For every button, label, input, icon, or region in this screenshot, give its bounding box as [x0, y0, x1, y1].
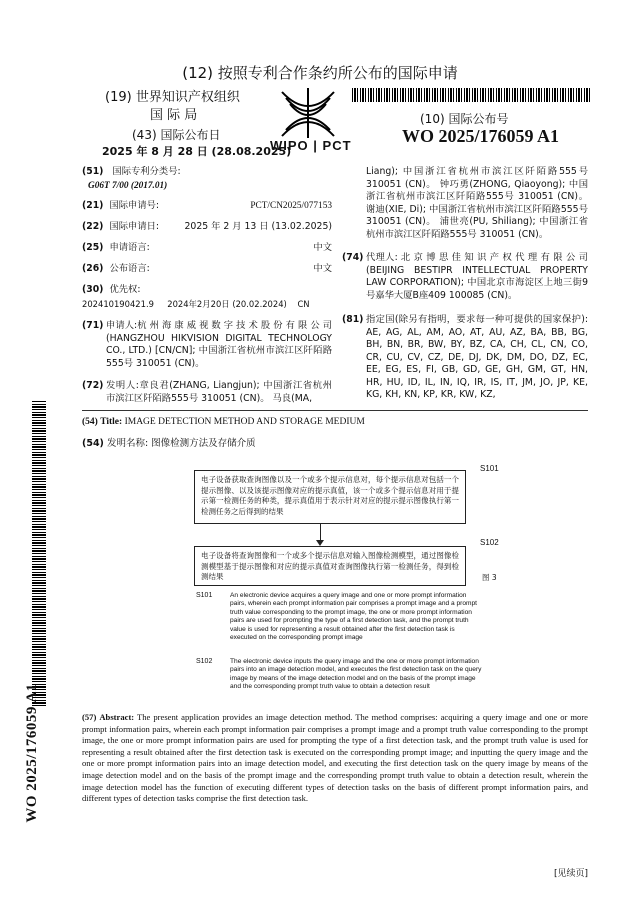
step-label-s101: S101 [480, 464, 499, 473]
field-74: (74) 代理人: 北 京 博 思 佳 知 识 产 权 代 理 有 限 公 司 (BEIJING BESTIPR INTELLECTUAL PROPERTY LAW CORPORATION); 中国北京市海淀区上地三街9号嘉华大厦B座409 100085 (CN)。 [342, 252, 588, 301]
field-22: (22) 国际申请日: 2025 年 2 月 13 日 (13.02.2025) [82, 221, 332, 232]
side-publication-number: WO 2025/176059 A1 [24, 683, 40, 823]
s101-en-label: S101 [196, 592, 213, 599]
ipc-value: G06T 7/00 (2017.01) [88, 181, 168, 191]
s102-en-text: The electronic device inputs the query image and the one or more prompt information pairs into an image detection model, and executes the first detection task on the query image by means of the image detection model and on the basis of the prompt image and the corresponding prompt truth value to obtain a detection result [230, 658, 482, 691]
bibliographic-left-column [82, 166, 332, 405]
step-label-s102: S102 [480, 538, 499, 547]
document-title: (12) 按照专利合作条约所公布的国际申请 [182, 64, 458, 82]
title-chinese: (54) 发明名称: 图像检测方法及存储介质 [82, 438, 256, 449]
organization-name: (19) 世界知识产权组织 [105, 90, 240, 105]
wipo-pct-logo-text: WIPO | PCT [270, 138, 352, 153]
inventors-continued: Liang); 中国浙江省杭州市滨江区阡陌路555号 310051 (CN)。 钟巧勇(ZHONG, Qiaoyong); 中国浙江省杭州市滨江区阡陌路555号 310051 (CN)。 谢迪(XIE, Di); 中国浙江省杭州市滨江区阡陌路555号 310051 (CN)。 浦世亮(PU, Shiliang); 中国浙江省杭州市滨江区阡陌路555号 310051 (CN)。 [366, 166, 588, 240]
barcode [352, 88, 590, 102]
divider [82, 410, 588, 411]
flowchart-step-s102: 电子设备将查询图像和一个或多个提示信息对输入图像检测模型，通过图像检测模型基于提示图像和对应的提示真值对查询图像执行第一检测任务，得到检测结果 [194, 546, 466, 586]
publication-date-label: (43) 国际公布日 [132, 128, 221, 142]
figure-label: 图 3 [482, 573, 497, 582]
field-25: (25) 申请语言: 中文 [82, 242, 332, 253]
continued-on-next-page: [见续页] [554, 869, 589, 879]
priority-value: 202410190421.9 2024年2月20日 (20.02.2024) CN [82, 299, 310, 309]
publication-number: WO 2025/176059 A1 [402, 126, 560, 146]
publication-number-label: (10) 国际公布号 [420, 112, 509, 126]
abstract: (57) Abstract: The present application provides an image detection method. The method comprises: acquiring a query image and one or more prompt information pairs, wherein each prompt information pair comprises a prompt image and a prompt truth value corresponding to the prompt image, the one or more prompt information pairs are used for prompting the type of a first detection task, and the prompt truth value is used for representing a result obtained after the first detection task is executed on the corresponding prompt image; and inputting the query image and the one or more prompt information pairs into an image detection model, and executing the first detection task on the query image by means of the image detection model and on the basis of the prompt image and the corresponding prompt truth value to obtain a detection result, wherein the image detection model has the function of executing different types of detection tasks on the basis of different prompt information pairs, and different types of detection tasks comprise the first detection task. [82, 712, 588, 804]
field-81: (81) 指定国(除另有指明，要求每一种可提供的国家保护): AE, AG, AL, AM, AO, AT, AU, AZ, BA, BB, BG, BH, BN, BR, BW, BY, BZ, CA, CH, CL, CN, CO, CR, CU, CV, CZ, DE, DJ, DK, DM, DO, DZ, EC, EE, EG, ES, FI, GB, GD, GE, GH, GM, GT, HN, HR, HU, ID, IL, IN, IQ, IR, IS, IT, JM, JO, JP, KE, KG, KH, KN, KP, KR, KW, KZ, [342, 314, 588, 400]
s101-en-text: An electronic device acquires a query image and one or more prompt information pairs, wherein each prompt information pair comprises a prompt image and a prompt truth value corresponding to the prompt image, the one or more prompt information pairs are used for prompting the type of a first detection task, and the prompt truth value is used for representing a result obtained after the first detection task is executed on the corresponding prompt image [230, 592, 478, 642]
s102-en-label: S102 [196, 658, 213, 665]
field-30: (30) 优先权: [82, 284, 141, 295]
field-71: (71) 申请人:杭 州 海 康 威 视 数 字 技 术 股 份 有 限 公 司 (HANGZHOU HIKVISION DIGITAL TECHNOLOGY CO., LTD.) [CN/CN]; 中国浙江省杭州市滨江区阡陌路555号 310051 (CN)。 [82, 320, 332, 369]
field-26: (26) 公布语言: 中文 [82, 263, 332, 274]
flowchart-step-s101: 电子设备获取查询图像以及一个或多个提示信息对，每个提示信息对包括一个提示图像、以及该提示图像对应的提示真值，该一个或多个提示信息对用于提示第一检测任务的种类，提示真值用于表示针对对应的提示提示图像执行第一检测任务之后得到的结果 [194, 470, 466, 524]
field-51: (51) 国际专利分类号: [82, 166, 181, 177]
field-72: (72) 发明人:章良君(ZHANG, Liangjun); 中国浙江省杭州市滨江区阡陌路555号 310051 (CN)。 马良(MA, [82, 380, 332, 404]
field-21: (21) 国际申请号: PCT/CN2025/077153 [82, 200, 332, 211]
organization-bureau: 国 际 局 [150, 108, 198, 123]
publication-date-value: 2025 年 8 月 28 日 (28.08.2025) [102, 145, 292, 158]
title-english: (54) Title: IMAGE DETECTION METHOD AND STORAGE MEDIUM [82, 417, 365, 427]
